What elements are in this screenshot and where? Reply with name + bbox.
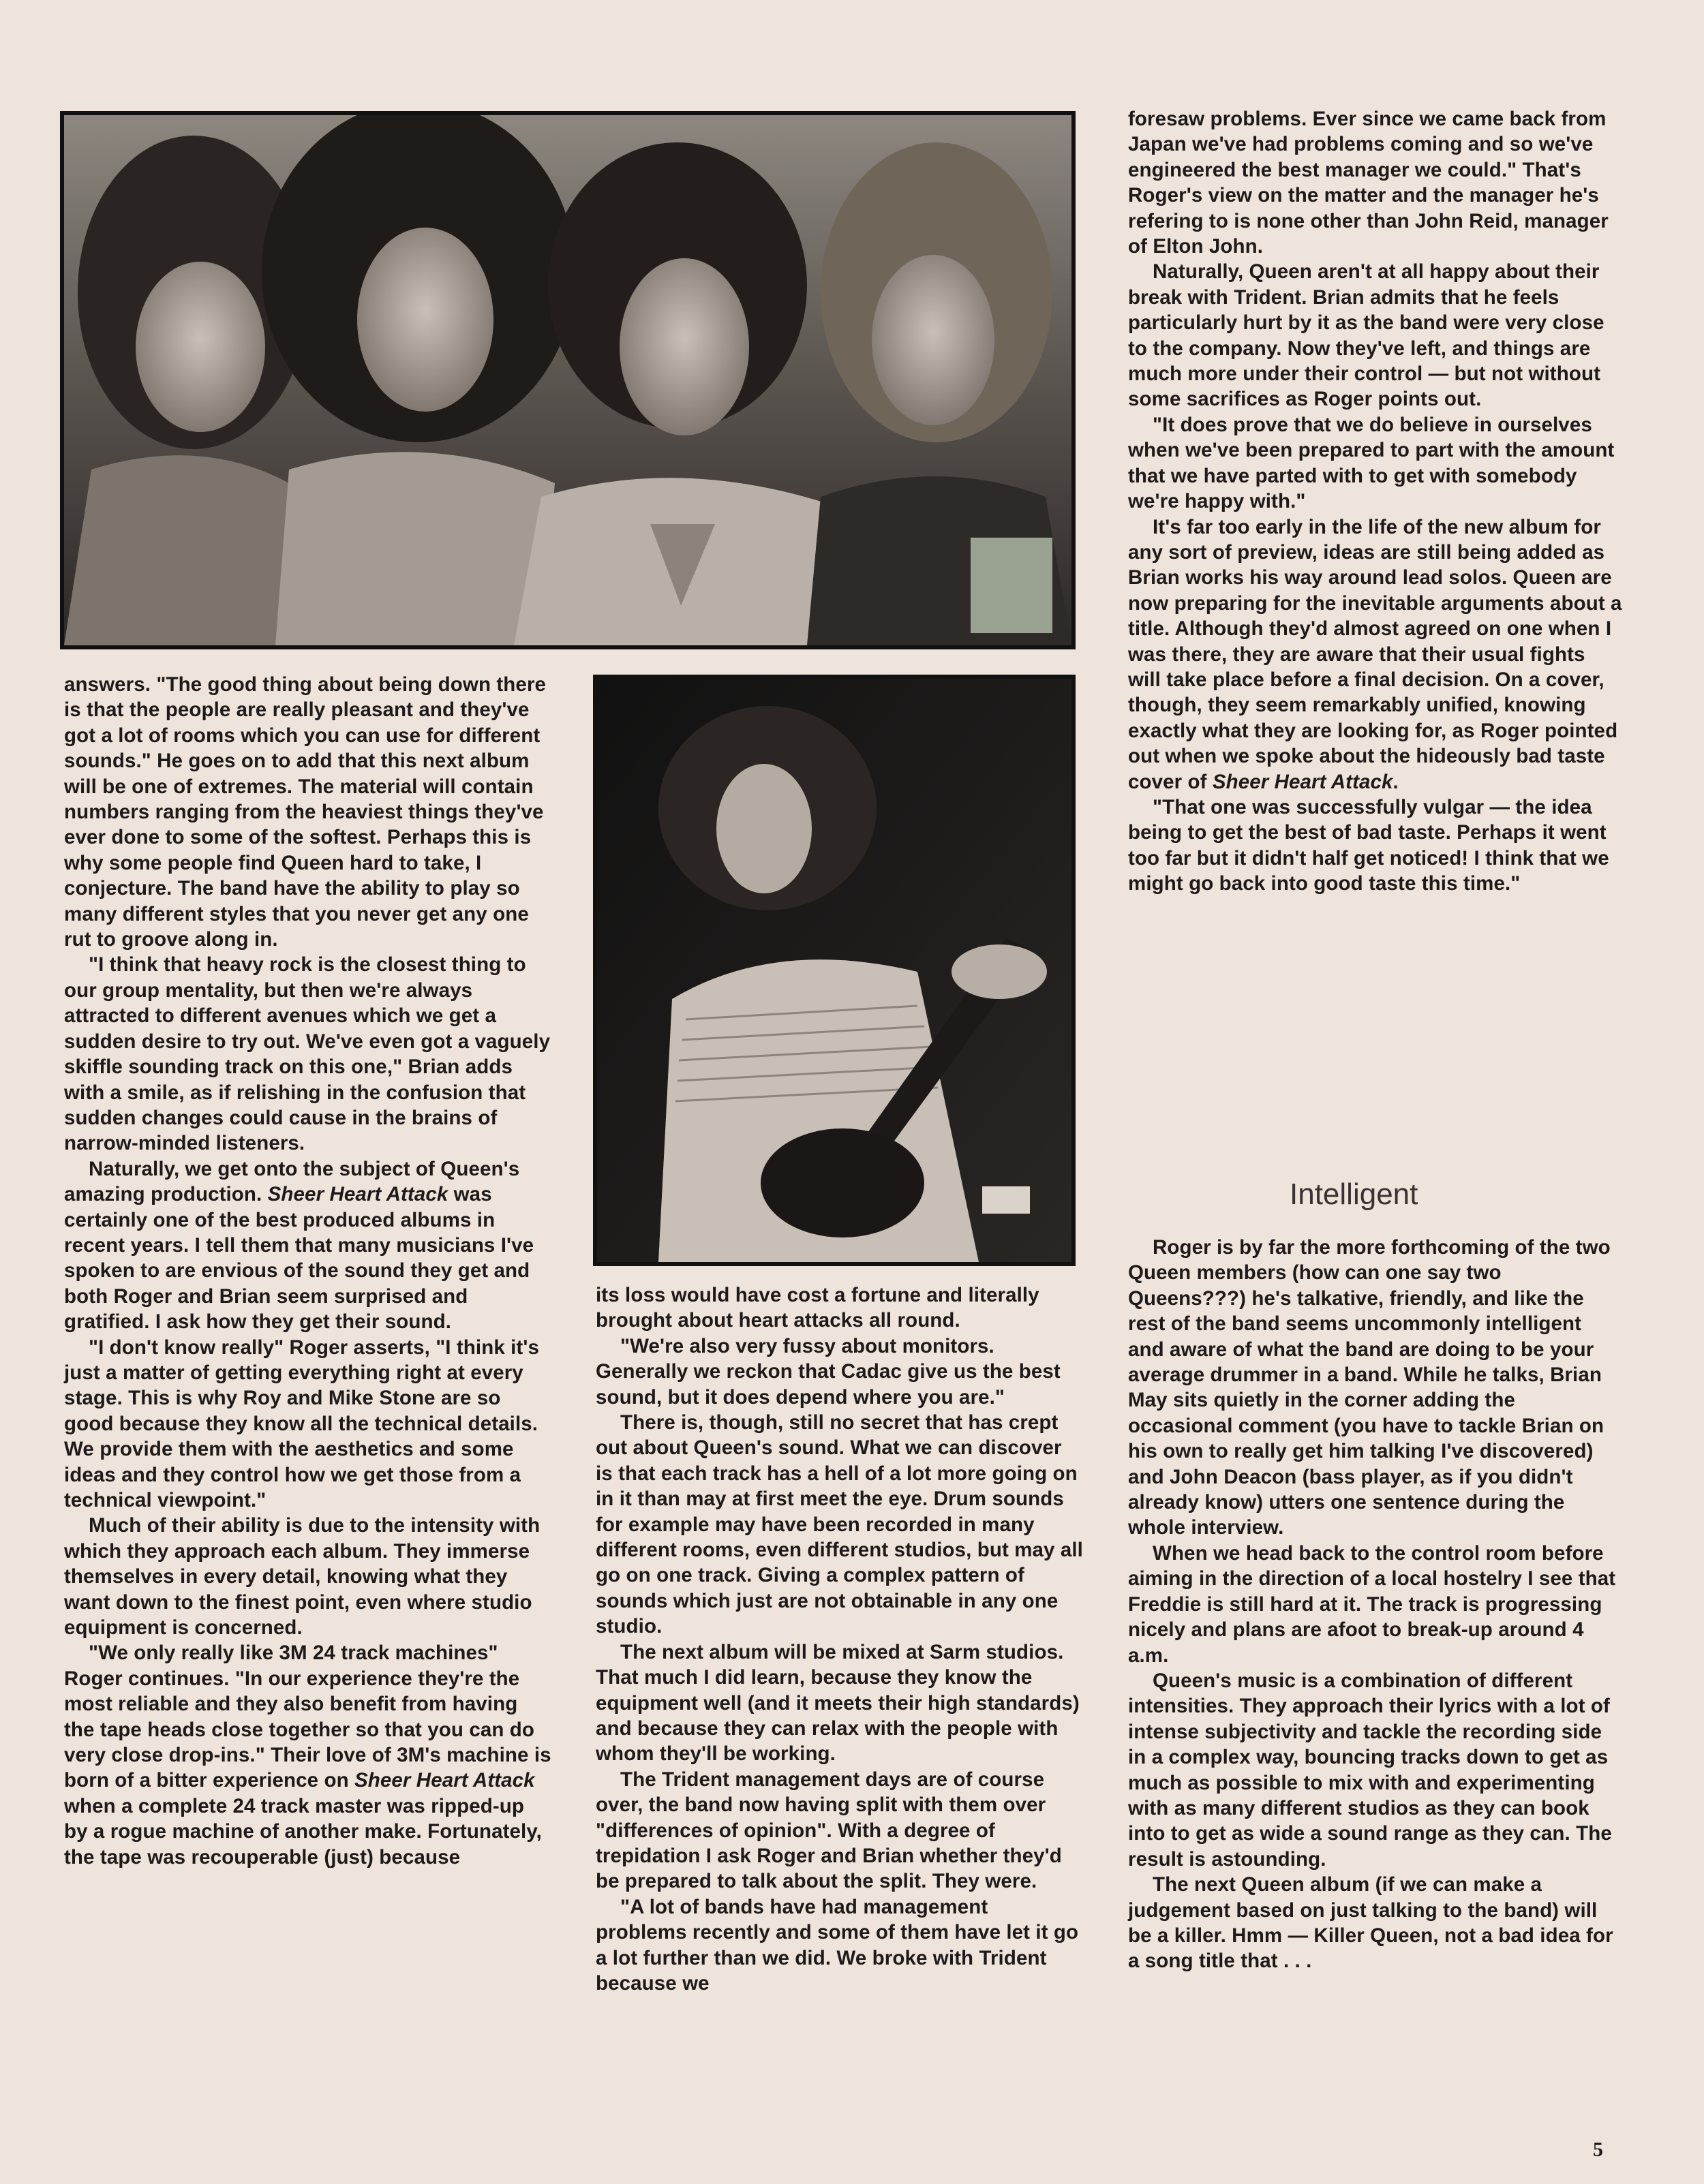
- column-2: [596, 1282, 1083, 1996]
- paragraph: Queen's music is a combination of different intensities. They approach their lyrics with a lot of intense subjectivity and tackle the recording side in a complex way, bouncing tracks down to get as much as possible to mix with and experimenting with as many different studios as they can book into to get as wide a sound range as they can. The result is astounding.: [1128, 1669, 1612, 1871]
- paragraph: Roger is by far the more forthcoming of the two Queen members (how can one say two Queens???) he's talkative, friendly, and like the rest of the band seems uncommonly intelligent and aware of what the band are doing to be your average drummer in a band. While he talks, Brian May sits quietly in the corner adding the occasional comment (you have to tackle Brian on his own to really get him talking I've discovered) and John Deacon (bass player, as if you didn't already know) utters one sentence during the whole interview.: [1128, 1236, 1611, 1539]
- page-number: 5: [1593, 2138, 1603, 2161]
- paragraph: It's far too early in the life of the new album for any sort of preview, ideas are still being added as Brian works his way around lead solos. Queen are now preparing for the inevitable arguments about a title. Although they'd almost agreed on one when I was there, they are aware that their usual fights will take place before a final decision. On a cover, though, they seem remarkably unified, knowing exactly what they are looking for, as Roger pointed out when we spoke about the hideously bad taste cover of Sheer Heart Attack.: [1128, 515, 1622, 793]
- column-3-top: [1128, 106, 1622, 897]
- guitarist-photo: [593, 675, 1076, 1266]
- column-3-bottom: [1128, 1235, 1622, 1974]
- guitarist-photo-image: [597, 679, 1071, 1262]
- paragraph: "I think that heavy rock is the closest thing to our group mentality, but then we're always attracted to different avenues which we get a sudden desire to try out. We've even got a vaguely skiffle sounding track on this one," Brian adds with a smile, as if relishing in the confusion that sudden changes could cause in the brains of narrow-minded listeners.: [64, 953, 551, 1155]
- paragraph: The next album will be mixed at Sarm studios. That much I did learn, because they know the equipment well (and it meets their high standards) and because they can relax with the people with whom they'll be working.: [596, 1640, 1080, 1766]
- paragraph: "A lot of bands have had management problems recently and some of them have let it go a lot further than we did. We broke with Trident because we: [596, 1895, 1079, 1995]
- paragraph: "That one was successfully vulgar — the idea being to get the best of bad taste. Perhaps it went too far but it didn't half get noticed! I think that we might go back into good taste this time.": [1128, 795, 1609, 895]
- paragraph: "I don't know really" Roger asserts, "I think it's just a matter of getting everything right at every stage. This is why Roy and Mike Stone are so good because they know all the technical details. We provide them with the aesthetics and some ideas and they control how we get those from a technical viewpoint.": [64, 1336, 539, 1511]
- paragraph: When we head back to the control room before aiming in the direction of a local hostelry I see that Freddie is still hard at it. The track is progressing nicely and plans are afoot to break-up around 4 a.m.: [1128, 1541, 1616, 1667]
- column-1: [64, 672, 551, 1870]
- paragraph: "We're also very fussy about monitors. Generally we reckon that Cadac give us the best sound, but it does depend where you are.": [596, 1334, 1061, 1409]
- paragraph: "We only really like 3M 24 track machines" Roger continues. "In our experience they're the most reliable and they also benefit from having the tape heads close together so that you can do very close drop-ins." Their love of 3M's machine is born of a bitter experience on Sheer Heart Attack when a complete 24 track master was ripped-up by a rogue machine of another make. Fortunately, the tape was recouperable (just) because: [64, 1642, 551, 1868]
- paragraph: foresaw problems. Ever since we came back from Japan we've had problems coming and so we've engineered the best manager we could." That's Roger's view on the matter and the manager he's refering to is none other than John Reid, manager of Elton John.: [1128, 108, 1609, 258]
- paragraph: Much of their ability is due to the intensity with which they approach each album. They immerse themselves in every detail, knowing what they want down to the finest point, even where studio equipment is concerned.: [64, 1514, 541, 1640]
- band-photo-image: [64, 115, 1071, 645]
- paragraph: Naturally, we get onto the subject of Queen's amazing production. Sheer Heart Attack was certainly one of the best produced albums in recent years. I tell them that many musicians I've spoken to are envious of the sound they get and both Roger and Brian seem surprised and gratified. I ask how they get their sound.: [64, 1157, 534, 1334]
- paragraph: answers. "The good thing about being down there is that the people are really pleasant and they've got a lot of rooms which you can use for different sounds." He goes on to add that this next album will be one of extremes. The material will contain numbers ranging from the heaviest things they've ever done to some of the softest. Perhaps this is why some people find Queen hard to take, I conjecture. The band have the ability to play so many different styles that you never get any one rut to groove along in.: [64, 673, 547, 951]
- paragraph: "It does prove that we do believe in ourselves when we've been prepared to part with the amount that we have parted with to get with somebody we're happy with.": [1128, 413, 1615, 513]
- paragraph: There is, though, still no secret that has crept out about Queen's sound. What we can discover is that each track has a hell of a lot more going on in it than may at first meet the eye. Drum sounds for example may have been recorded in many different rooms, even different studios, but may all go on one track. Giving a complex pattern of sounds which just are not obtainable in any one studio.: [596, 1411, 1083, 1638]
- section-heading: Intelligent: [1290, 1178, 1418, 1211]
- paragraph: its loss would have cost a fortune and literally brought about heart attacks all round.: [596, 1284, 1039, 1332]
- paragraph: The next Queen album (if we can make a judgement based on just talking to the band) will be a killer. Hmm — Killer Queen, not a bad idea for a song title that . . .: [1128, 1873, 1613, 1973]
- paragraph: The Trident management days are of course over, the band now having split with them over "differences of opinion". With a degree of trepidation I ask Roger and Brian whether they'd be prepared to talk about the split. They were.: [596, 1768, 1062, 1893]
- paragraph: Naturally, Queen aren't at all happy about their break with Trident. Brian admits that he feels particularly hurt by it as the band were very close to the company. Now they've left, and things are much more under their control — but not without some sacrifices as Roger points out.: [1128, 260, 1604, 411]
- band-photo: [60, 111, 1076, 649]
